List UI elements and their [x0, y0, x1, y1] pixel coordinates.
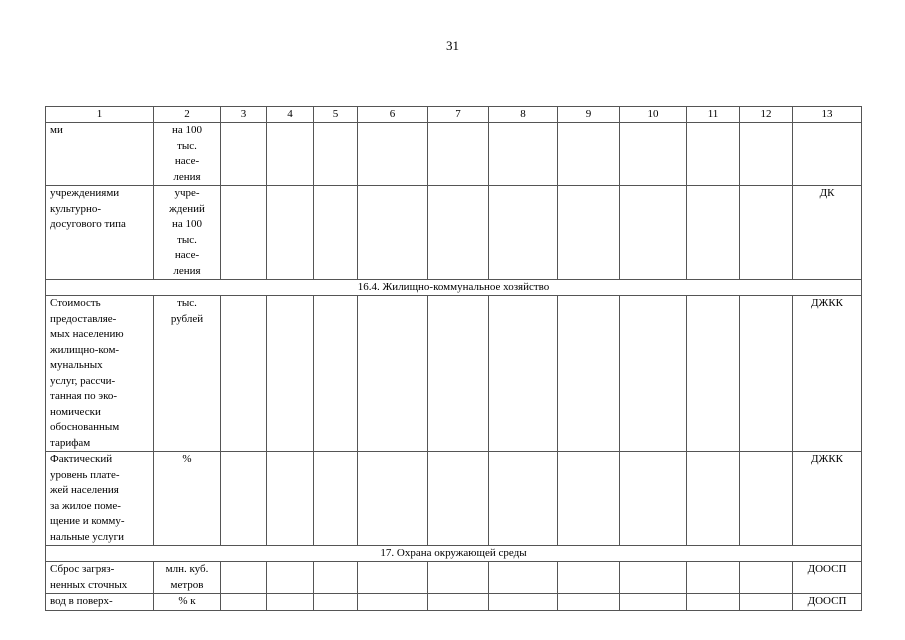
responsible-cell — [793, 123, 862, 186]
cell-line: жилищно-ком- — [50, 343, 120, 356]
value-cell — [267, 594, 314, 611]
cell-line: обоснованным — [50, 421, 120, 433]
section-row — [46, 280, 862, 296]
unit-cell — [154, 562, 221, 594]
cell-line: % к — [178, 595, 196, 607]
cell-line: мунальных — [50, 359, 103, 371]
indicator-name-cell — [46, 562, 154, 594]
value-cell — [489, 562, 558, 594]
value-cell — [221, 594, 267, 611]
responsible-cell: ДК — [793, 186, 862, 280]
value-cell — [358, 186, 428, 280]
cell-line: ления — [173, 264, 201, 277]
value-cell — [314, 296, 358, 452]
header-cell: 12 — [740, 107, 793, 123]
table-row — [46, 562, 862, 594]
value-cell — [314, 562, 358, 594]
header-cell: 6 — [358, 107, 428, 123]
value-cell — [267, 186, 314, 280]
value-cell — [687, 562, 740, 594]
value-cell — [428, 123, 489, 186]
cell-line: Стоимость — [50, 297, 101, 309]
section-title: 17. Охрана окружающей среды — [46, 546, 862, 562]
value-cell — [221, 186, 267, 280]
value-cell — [558, 186, 620, 280]
value-cell — [314, 452, 358, 546]
unit-cell — [154, 594, 221, 611]
value-cell — [620, 186, 687, 280]
unit-cell — [154, 296, 221, 452]
value-cell — [620, 452, 687, 546]
cell-line: ненных сточных — [50, 578, 128, 591]
cell-line: на 100 — [171, 124, 203, 136]
table-row — [46, 123, 862, 186]
indicator-name-cell — [46, 186, 154, 280]
indicator-name-cell — [46, 594, 154, 611]
cell-line: нальные услуги — [50, 530, 125, 543]
cell-line: Сброс загряз- — [50, 563, 115, 575]
value-cell — [489, 452, 558, 546]
value-cell — [267, 296, 314, 452]
value-cell — [221, 562, 267, 594]
value-cell — [489, 594, 558, 611]
cell-line: % — [182, 453, 192, 465]
header-cell: 7 — [428, 107, 489, 123]
value-cell — [740, 186, 793, 280]
cell-line: тыс. — [177, 297, 197, 309]
section-row — [46, 546, 862, 562]
cell-line: досугового типа — [50, 218, 126, 230]
page-number: 31 — [446, 38, 459, 53]
value-cell — [358, 594, 428, 611]
indicator-table — [45, 106, 862, 611]
cell-line: насе- — [174, 155, 200, 167]
table-row — [46, 452, 862, 546]
cell-line: метров — [170, 578, 204, 591]
header-cell: 2 — [154, 107, 221, 123]
value-cell — [740, 452, 793, 546]
value-cell — [221, 123, 267, 186]
value-cell — [489, 186, 558, 280]
indicator-name-cell — [46, 123, 154, 186]
indicator-name-cell — [46, 296, 154, 452]
header-cell: 3 — [221, 107, 267, 123]
value-cell — [620, 594, 687, 611]
cell-line: ления — [173, 170, 201, 183]
value-cell — [267, 452, 314, 546]
value-cell — [558, 123, 620, 186]
responsible-cell: ДООСП — [793, 594, 862, 611]
value-cell — [558, 452, 620, 546]
value-cell — [558, 562, 620, 594]
value-cell — [489, 296, 558, 452]
table-row — [46, 296, 862, 452]
value-cell — [428, 562, 489, 594]
value-cell — [620, 123, 687, 186]
value-cell — [428, 452, 489, 546]
value-cell — [358, 452, 428, 546]
cell-line: культурно- — [50, 202, 102, 215]
value-cell — [558, 594, 620, 611]
value-cell — [428, 296, 489, 452]
value-cell — [740, 562, 793, 594]
value-cell — [358, 296, 428, 452]
value-cell — [740, 594, 793, 611]
value-cell — [314, 186, 358, 280]
cell-line: мых населению — [50, 328, 124, 340]
value-cell — [267, 562, 314, 594]
value-cell — [620, 296, 687, 452]
cell-line: ждений — [169, 202, 205, 215]
responsible-cell: ДЖКК — [793, 452, 862, 546]
cell-line: насе- — [174, 249, 200, 261]
cell-line: вод в поверх- — [50, 595, 113, 607]
unit-cell — [154, 186, 221, 280]
value-cell — [428, 594, 489, 611]
header-cell: 9 — [558, 107, 620, 123]
cell-line: рублей — [170, 312, 204, 325]
responsible-cell: ДЖКК — [793, 296, 862, 452]
value-cell — [221, 296, 267, 452]
section-title: 16.4. Жилищно-коммунальное хозяйство — [46, 280, 862, 296]
cell-line: на 100 — [171, 218, 203, 230]
cell-line: ми — [50, 124, 63, 136]
header-cell: 10 — [620, 107, 687, 123]
unit-cell — [154, 452, 221, 546]
header-cell: 11 — [687, 107, 740, 123]
header-cell: 8 — [489, 107, 558, 123]
value-cell — [687, 296, 740, 452]
value-cell — [620, 562, 687, 594]
indicator-name-cell — [46, 452, 154, 546]
value-cell — [314, 123, 358, 186]
cell-line: учреждениями — [50, 187, 120, 199]
value-cell — [267, 123, 314, 186]
unit-cell — [154, 123, 221, 186]
cell-line: уровень плате- — [50, 468, 120, 481]
cell-line: жей населения — [50, 484, 119, 496]
value-cell — [740, 123, 793, 186]
cell-line: тарифам — [50, 436, 91, 449]
value-cell — [428, 186, 489, 280]
cell-line: щение и комму- — [50, 515, 125, 527]
cell-line: номически — [50, 405, 101, 418]
cell-line: млн. куб. — [165, 563, 209, 575]
value-cell — [221, 452, 267, 546]
cell-line: услуг, рассчи- — [50, 374, 116, 387]
header-cell: 4 — [267, 107, 314, 123]
value-cell — [558, 296, 620, 452]
cell-line: танная по эко- — [50, 390, 118, 402]
value-cell — [687, 123, 740, 186]
value-cell — [687, 452, 740, 546]
value-cell — [687, 594, 740, 611]
value-cell — [740, 296, 793, 452]
value-cell — [687, 186, 740, 280]
value-cell — [358, 562, 428, 594]
cell-line: за жилое поме- — [50, 499, 121, 512]
header-cell: 1 — [46, 107, 154, 123]
table-row — [46, 186, 862, 280]
cell-line: тыс. — [177, 139, 197, 152]
cell-line: предоставляе- — [50, 312, 117, 325]
responsible-cell: ДООСП — [793, 562, 862, 594]
cell-line: Фактический — [50, 453, 113, 465]
header-cell: 13 — [793, 107, 862, 123]
value-cell — [314, 594, 358, 611]
cell-line: учре- — [174, 187, 200, 199]
value-cell — [489, 123, 558, 186]
header-cell: 5 — [314, 107, 358, 123]
value-cell — [358, 123, 428, 186]
cell-line: тыс. — [177, 233, 197, 246]
table-row — [46, 594, 862, 611]
header-row — [46, 107, 862, 123]
